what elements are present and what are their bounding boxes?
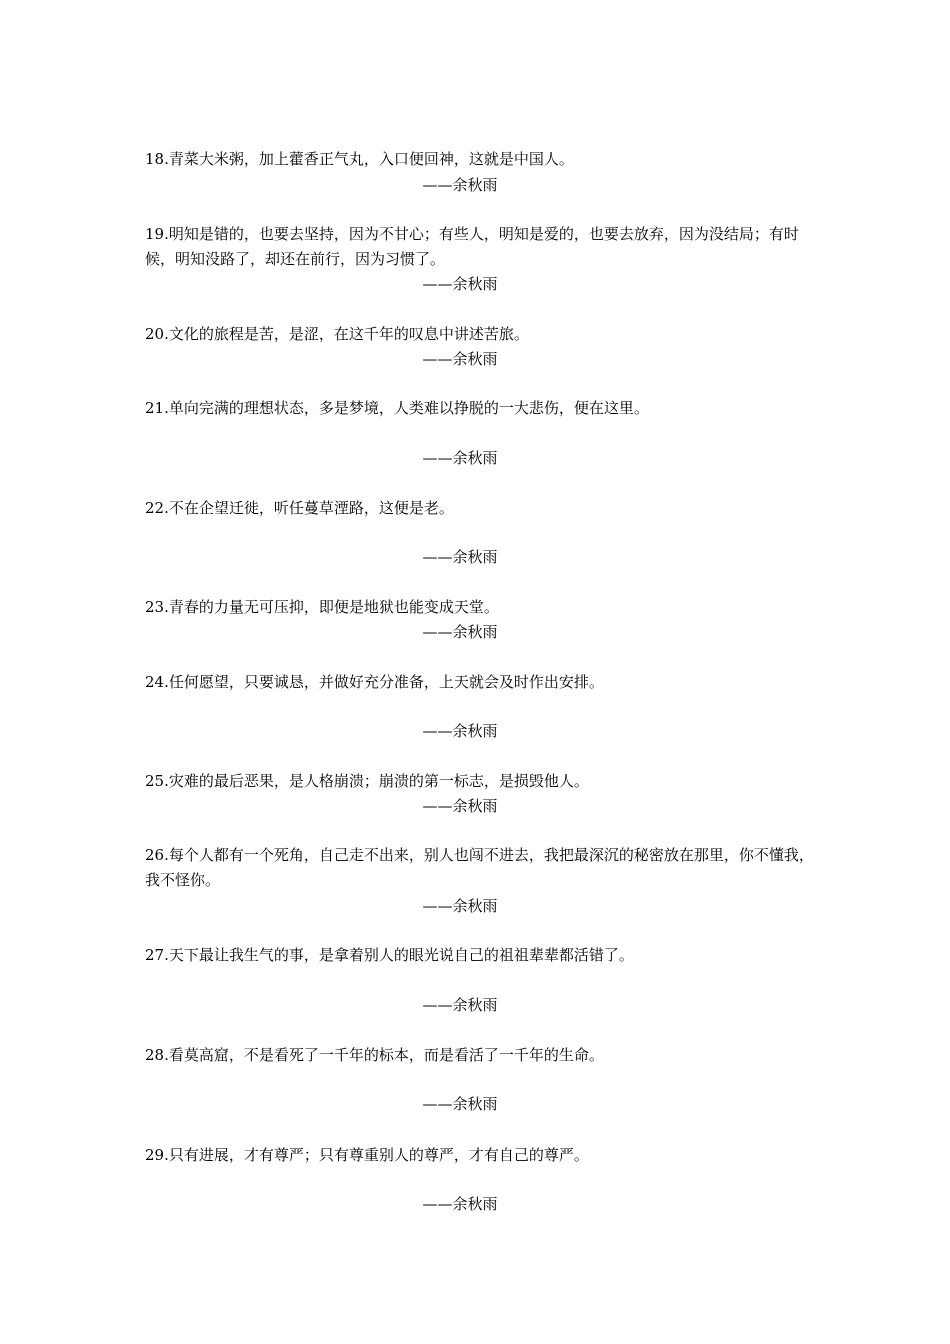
quote-author-18: ——余秋雨 [422, 176, 498, 194]
quote-author-29: ——余秋雨 [422, 1195, 498, 1213]
quote-text-26: 26.每个人都有一个死角，自己走不出来，别人也闯不进去，我把最深沉的秘密放在那里，你不懂我，我不怪你。 [145, 846, 814, 889]
quote-author-23: ——余秋雨 [422, 623, 498, 641]
quote-author-20: ——余秋雨 [422, 350, 498, 368]
quote-author-21: ——余秋雨 [422, 449, 498, 467]
quote-author-26: ——余秋雨 [422, 897, 498, 915]
quote-text-19: 19.明知是错的，也要去坚持，因为不甘心；有些人，明知是爱的，也要去放弃，因为没结局；有时候，明知没路了，却还在前行，因为习惯了。 [145, 225, 799, 268]
quote-text-21: 21.单向完满的理想状态，多是梦境，人类难以挣脱的一大悲伤，便在这里。 [145, 399, 649, 417]
quote-text-24: 24.任何愿望，只要诚恳，并做好充分准备，上天就会及时作出安排。 [145, 673, 604, 691]
quote-text-18: 18.青菜大米粥，加上藿香正气丸，入口便回神，这就是中国人。 [145, 150, 574, 168]
quote-text-22: 22.不在企望迁徙，听任蔓草湮路，这便是老。 [145, 499, 454, 517]
quote-text-27: 27.天下最让我生气的事，是拿着别人的眼光说自己的祖祖辈辈都活错了。 [145, 946, 634, 964]
quote-author-25: ——余秋雨 [422, 797, 498, 815]
quote-text-23: 23.青春的力量无可压抑，即便是地狱也能变成天堂。 [145, 598, 499, 616]
quote-author-22: ——余秋雨 [422, 548, 498, 566]
quote-text-29: 29.只有进展，才有尊严；只有尊重别人的尊严，才有自己的尊严。 [145, 1146, 589, 1164]
quote-text-28: 28.看莫高窟，不是看死了一千年的标本，而是看活了一千年的生命。 [145, 1046, 604, 1064]
quote-author-27: ——余秋雨 [422, 996, 498, 1014]
quote-author-19: ——余秋雨 [422, 275, 498, 293]
quote-text-20: 20.文化的旅程是苦，是涩，在这千年的叹息中讲述苦旅。 [145, 325, 529, 343]
quote-author-24: ——余秋雨 [422, 722, 498, 740]
quote-text-25: 25.灾难的最后恶果，是人格崩溃；崩溃的第一标志，是损毁他人。 [145, 772, 589, 790]
quote-author-28: ——余秋雨 [422, 1095, 498, 1113]
